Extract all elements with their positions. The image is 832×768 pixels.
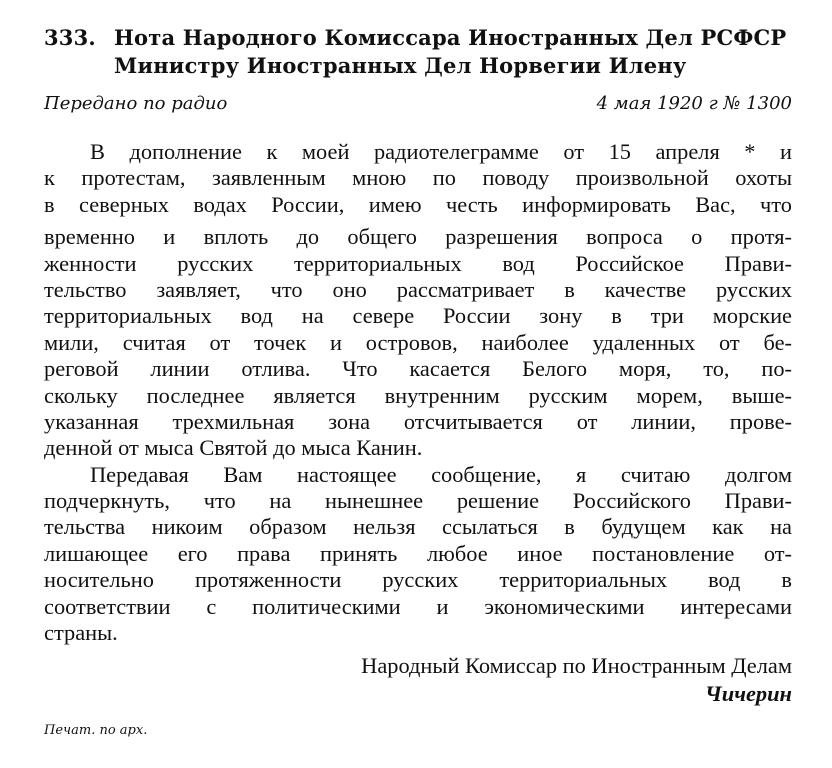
- text-line: в северных водах России, имею честь информировать Вас, что: [44, 191, 792, 217]
- text-line: реговой линии отлива. Что касается Белого моря, то, по-: [44, 356, 792, 382]
- text-line: скольку последнее является внутренним русским морем, выше-: [44, 382, 792, 408]
- document-body: [44, 139, 792, 646]
- text-line: денной от мыса Святой до мыса Канин.: [44, 435, 423, 461]
- text-line: В дополнение к моей радиотелеграмме от 15 апреля * и: [90, 139, 792, 164]
- text-line: Передавая Вам настоящее сообщение, я считаю долгом: [90, 461, 792, 487]
- text-line: носительно протяженности русских территориальных вод в: [44, 567, 792, 593]
- text-line: временно и вплоть до общего разрешения вопроса о протя-: [44, 224, 792, 250]
- document-number: 333.: [44, 25, 96, 50]
- paragraph-1: [44, 139, 792, 462]
- source-note: Печат. по арх.: [44, 723, 148, 738]
- transmission-note: Передано по радио: [44, 93, 228, 114]
- signature-block: [361, 652, 792, 708]
- text-line: тельства никоим образом нельзя ссылаться в будущем как на: [44, 514, 792, 540]
- text-line: территориальных вод на севере России зону в три морские: [44, 303, 792, 329]
- signature-name: Чичерин: [705, 681, 792, 706]
- text-line: к протестам, заявленным мною по поводу произвольной охоты: [44, 165, 792, 191]
- text-line: женности русских территориальных вод Российское Прави-: [44, 250, 792, 276]
- text-line: страны.: [44, 620, 118, 646]
- date-reference: 4 мая 1920 г № 1300: [596, 93, 792, 114]
- text-line: тельство заявляет, что оно рассматривает в качестве русских: [44, 276, 792, 302]
- document-title-line1: Нота Народного Комиссара Иностранных Дел РСФСР: [114, 25, 787, 50]
- text-line: соответствии с политическими и экономическими интересами: [44, 593, 792, 619]
- paragraph-2: [44, 462, 792, 647]
- document-title-line2: Министру Иностранных Дел Норвегии Илену: [114, 53, 687, 78]
- document-heading: [44, 24, 804, 80]
- text-line: мили, считая от точек и островов, наиболее удаленных от бе-: [44, 329, 792, 355]
- text-line: указанная трехмильная зона отсчитывается от линии, прове-: [44, 408, 792, 434]
- signature-title: Народный Комиссар по Иностранным Делам: [361, 653, 792, 678]
- text-line: лишающее его права принять любое иное постановление от-: [44, 540, 792, 566]
- text-line: подчеркнуть, что на нынешнее решение Российского Прави-: [44, 488, 792, 514]
